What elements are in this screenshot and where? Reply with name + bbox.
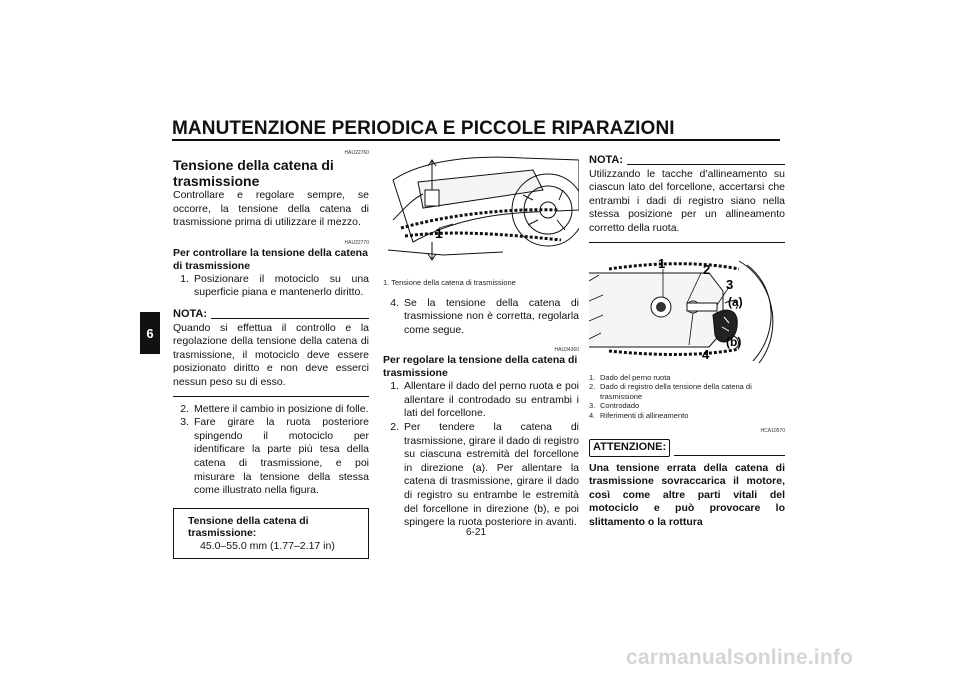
caption-item xyxy=(589,411,785,421)
note-text: Utilizzando le tacche d’allineamento su ciascun lato del forcellone, accertarsi che entrambi i dadi di registro siano nella stessa posizione per un allineamento corretto della ruota. xyxy=(589,167,785,234)
step-item xyxy=(383,380,579,421)
caption-text: Riferimenti di allineamento xyxy=(600,410,689,420)
step-text: Allentare il dado del perno ruota e poi allentare il controdado su entrambi i lati del forcellone. xyxy=(404,380,579,420)
caption-number: 1. xyxy=(589,372,596,382)
spec-box xyxy=(173,508,369,560)
spec-title: Tensione della catena di trasmissione: xyxy=(188,514,309,540)
step-text: Mettere il cambio in posizione di folle. xyxy=(194,402,369,415)
note-rule xyxy=(211,318,369,319)
figure-caption: 1. Tensione della catena di trasmissione xyxy=(383,278,516,287)
note-rule xyxy=(627,164,785,165)
figure-label-4: 4 xyxy=(702,346,710,362)
chapter-tab: 6 xyxy=(140,312,160,354)
step-number: 4. xyxy=(390,296,399,309)
figure-label-b: (b) xyxy=(726,334,742,349)
step-number: 2. xyxy=(390,421,399,434)
caption-number: 3. xyxy=(589,401,596,411)
figure-label-2: 2 xyxy=(703,261,711,277)
note-end-rule xyxy=(173,396,369,397)
reference-code: HAU34360 xyxy=(554,347,579,354)
step-number: 1. xyxy=(390,380,399,393)
note-header xyxy=(589,154,785,168)
watermark: carmanualsonline.info xyxy=(626,646,854,669)
spec-value: 45.0–55.0 mm (1.77–2.17 in) xyxy=(200,539,335,552)
warning-header xyxy=(589,439,785,457)
caption-text: Dado del perno ruota xyxy=(600,372,671,382)
step-item xyxy=(383,421,579,530)
note-label: NOTA: xyxy=(589,154,624,166)
step-item xyxy=(173,416,369,498)
step-item xyxy=(173,403,369,417)
step-number: 3. xyxy=(180,416,189,429)
step-text: Per tendere la catena di trasmissione, girare il dado di registro su ciascuna estremità del forcellone in direzione (a). Per allentare la catena di trasmissione, girare il dado di registro su entrambe le estremità del forcellone in direzione (b), e poi spingere la ruota posteriore in avanti. xyxy=(404,421,579,529)
chain-adjuster-illustration xyxy=(589,251,785,369)
warning-text: Una tensione errata della catena di trasmissione sovraccarica il motore, così come altre parti vitali del motociclo e può provocare lo slittamento o la rottura xyxy=(589,461,785,529)
step-number: 1. xyxy=(180,272,189,285)
step-text: Se la tensione della catena di trasmissione non è corretta, regolarla come segue. xyxy=(404,296,579,336)
figure-label-1: 1 xyxy=(658,255,666,271)
subsection-heading: Per controllare la tensione della catena di trasmissione xyxy=(173,246,368,272)
note-label: NOTA: xyxy=(173,307,208,320)
reference-code: HAU22760 xyxy=(344,150,369,156)
step-number: 2. xyxy=(180,402,189,415)
column-left xyxy=(173,150,369,559)
figure-label-a: (a) xyxy=(728,294,743,309)
step-item xyxy=(383,297,579,338)
figure-label-1: 1 xyxy=(435,225,443,241)
reference-code: HCA10570 xyxy=(760,428,785,435)
caption-item xyxy=(589,373,785,383)
figure-label-3: 3 xyxy=(726,276,734,292)
chain-slack-figure xyxy=(383,150,579,272)
warning-label: ATTENZIONE: xyxy=(589,439,670,457)
caption-text: Dado di registro della tensione della catena di trasmissione xyxy=(600,382,752,401)
column-right xyxy=(589,150,785,530)
caption-item xyxy=(589,382,785,401)
reference-code: HAU22770 xyxy=(344,239,369,246)
caption-number: 4. xyxy=(589,410,596,420)
caption-item xyxy=(589,401,785,411)
caption-number: 2. xyxy=(589,382,596,392)
note-end-rule xyxy=(589,242,785,243)
header-rule xyxy=(172,139,780,141)
column-middle xyxy=(383,150,579,530)
step-text: Posizionare il motociclo su una superficie piana e mantenerlo diritto. xyxy=(194,272,369,299)
section-heading: Tensione della catena di trasmissione xyxy=(173,157,334,189)
page-number: 6-21 xyxy=(466,527,487,538)
note-text: Quando si effettua il controllo e la regolazione della tensione della catena di trasmissione, il motociclo deve essere posizionato diritto e non deve esserci nessun peso su di esso. xyxy=(173,321,369,388)
caption-text: Controdado xyxy=(600,401,640,411)
figure-caption-list xyxy=(589,373,785,421)
chain-adjuster-figure xyxy=(589,251,785,369)
warning-rule xyxy=(674,455,785,456)
chain-slack-illustration xyxy=(383,150,579,272)
note-header xyxy=(173,308,369,322)
subsection-heading: Per regolare la tensione della catena di trasmissione xyxy=(383,354,578,380)
step-item xyxy=(173,273,369,300)
intro-paragraph: Controllare e regolare sempre, se occorre, la tensione della catena di trasmissione prima di utilizzare il mezzo. xyxy=(173,189,369,229)
step-text: Fare girare la ruota posteriore spingendo il motociclo per identificare la parte più tesa della catena di trasmissione, e poi misurare la tensione della stessa come illustrato nella figura. xyxy=(194,416,369,497)
page-header-title: MANUTENZIONE PERIODICA E PICCOLE RIPARAZIONI xyxy=(172,118,675,139)
